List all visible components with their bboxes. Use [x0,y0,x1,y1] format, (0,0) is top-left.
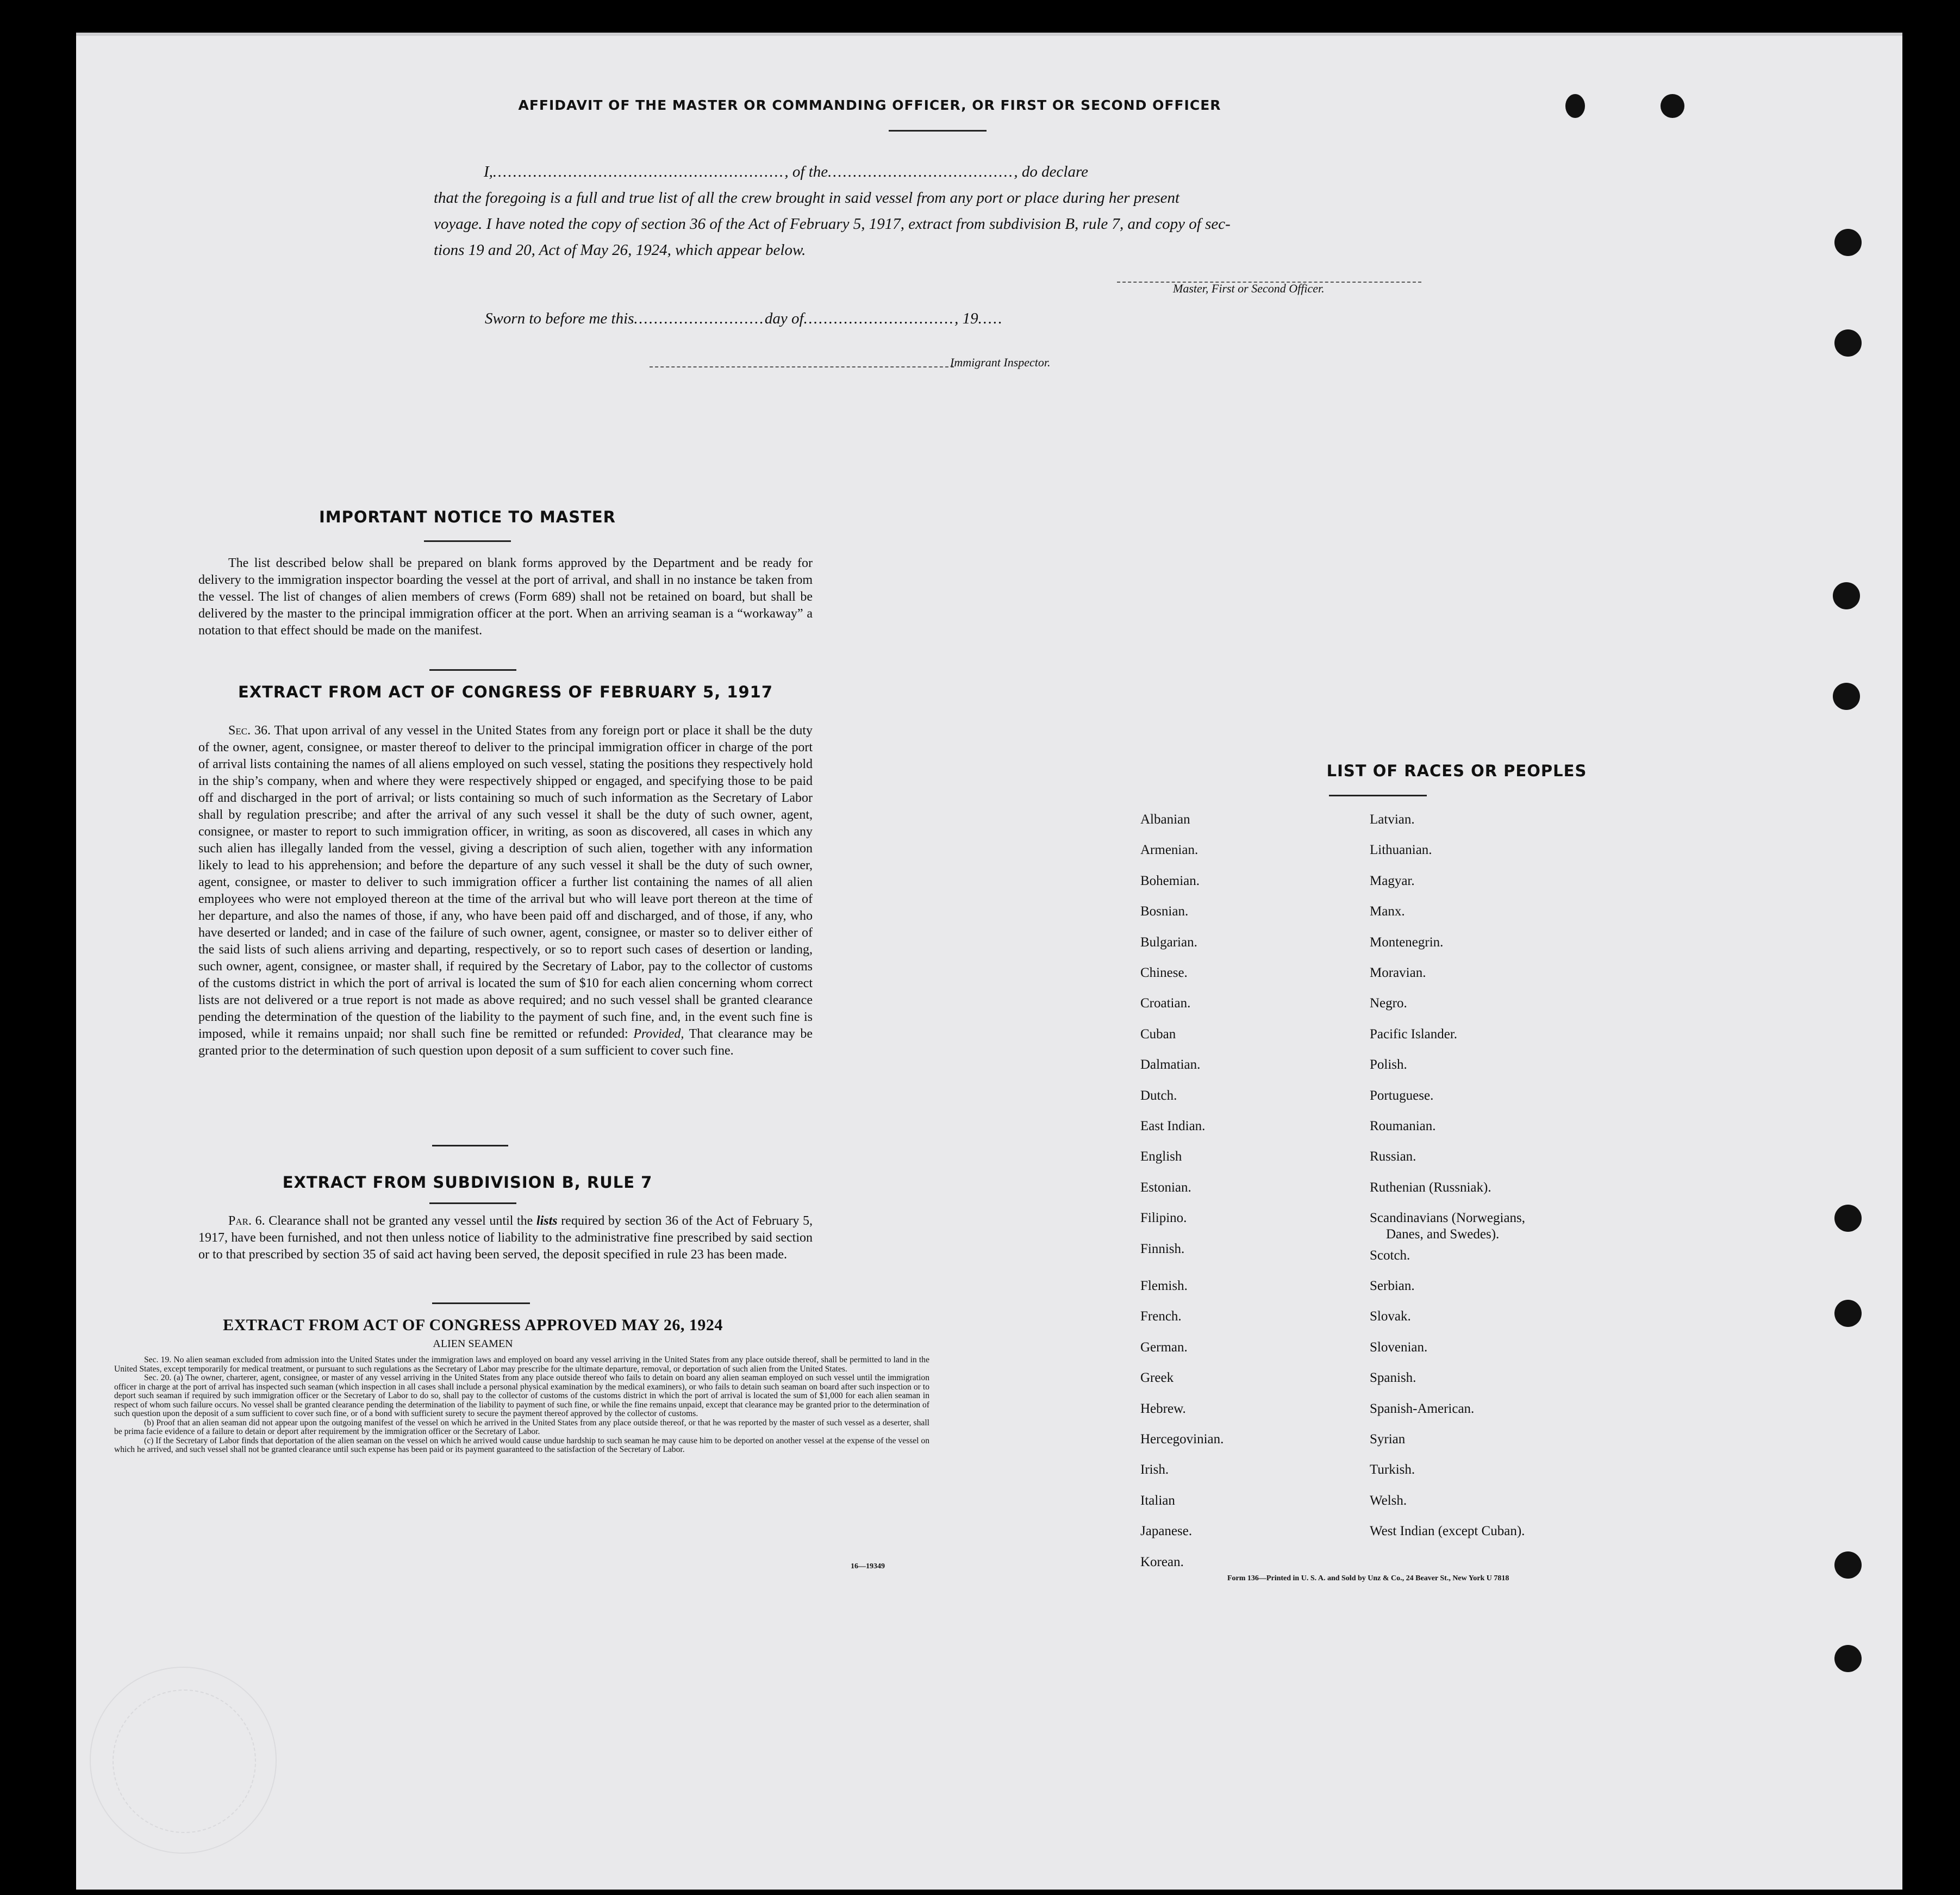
race-item: Dutch. [1140,1088,1177,1103]
sec-20c-paragraph: (c) If the Secretary of Labor finds that deportation of the alien seaman on the vessel on which he arrived would cause undue hardship to such seaman he may cause him to be deported on another vessel at the expense of the vessel on which he arrived, and such vessel shall not be granted clearance until such expense has been paid or its payment guaranteed to the satisfaction of the Secretary of Labor. [114,1436,929,1454]
race-item: Irish. [1140,1462,1169,1478]
race-item: Estonian. [1140,1180,1191,1195]
race-item: Lithuanian. [1370,843,1432,858]
race-item: Italian [1140,1493,1175,1508]
race-item: Spanish. [1370,1370,1416,1386]
race-item: Magyar. [1370,873,1415,888]
race-item: Croatian. [1140,996,1191,1011]
affidavit-line4: tions 19 and 20, Act of May 26, 1924, which appear below. [434,241,806,259]
affidavit-rule [889,130,987,132]
notice-title: IMPORTANT NOTICE TO MASTER [319,508,616,526]
race-item: Slovak. [1370,1309,1411,1324]
race-item: Greek [1140,1370,1174,1386]
punch-hole [1833,582,1860,609]
race-item: Welsh. [1370,1493,1407,1508]
race-item: Korean. [1140,1554,1184,1569]
affidavit-line1: I,.........................................................., of the....................................., do declare [484,163,1089,180]
punch-hole [1834,1551,1862,1579]
race-item: Pacific Islander. [1370,1026,1458,1042]
race-item: Montenegrin. [1370,934,1444,950]
race-item: Armenian. [1140,843,1199,858]
act-1917-body: Sec. 36. That upon arrival of any vessel in the United States from any foreign port or place it shall be the duty of the owner, agent, consignee, or master thereof to deliver to the principal immigration officer in charge of the port of arrival lists containing the names of all aliens employed on such vessel, stating the positions they respectively hold in the ship’s company, when and where they were respectively shipped or engaged, and specifying those to be paid off and discharged in the port of arrival; or lists containing so much of such information as the Secretary of Labor shall by regulation prescribe; and after the arrival of any such vessel it shall be the duty of such owner, agent, consignee, or master to report to such immigration officer, in writing, as soon as discovered, all cases in which any such alien has illegally landed from the vessel, giving a description of such alien, together with any information likely to lead to his apprehension; and before the departure of any such vessel it shall be the duty of such owner, agent, consignee, or master to deliver to such immigration officer a further list containing the names of all alien employees who were not employed thereon at the time of the arrival but who will leave port thereon at the time of her departure, and also the names of those, if any, who have been paid off and discharged, and of those, if any, who have deserted or landed; and in case of the failure of such owner, agent, consignee, or master so to deliver either of the said lists of such aliens arriving and departing, respectively, or so to report such cases of desertion or landing, such owner, agent, consignee, or master shall, if required by the Secretary of Labor, pay to the collector of customs of the customs district in which the port of arrival is located the sum of $10 for each alien concerning whom correct lists are not delivered or a true report is not made as above required; and no such vessel shall be granted clearance pending the determination of the question of the liability to the payment of such fine, and, in the event such fine is imposed, while it remains unpaid; nor shall such fine be remitted or refunded: Provided, That clearance may be granted prior to the determination of such question upon deposit of a sum sufficient to cover such fine. [198,724,813,1058]
race-item: Hercegovinian. [1140,1432,1224,1447]
sec-20a-paragraph: Sec. 20. (a) The owner, charterer, agent, consignee, or master of any vessel arriving in the United States from any place outside thereof who fails to detain on board any alien seaman employed on such vessel until the immigration officer in charge at the port of arrival has inspected such seaman (which inspection in all cases shall include a personal physical examination by the medical examiners), or who fails to detain such seaman on board after such inspection or to deport such seaman if required by such immigration officer or the Secretary of Labor to do so, shall pay to the collector of customs of the customs district in which the port of arrival is located the sum of $1,000 for each alien seaman in respect of whom such failure occurs. No vessel shall be granted clearance pending the determination of the liability to payment of such fine, or while the fine remains unpaid, except that clearance may be granted prior to the determination of such question upon the deposit of a sum sufficient to cover such fine, or of a bond with sufficient surety to secure the payment thereof approved by the collector of customs. [114,1373,929,1418]
punch-hole [1834,1205,1862,1232]
act-1924-title: EXTRACT FROM ACT OF CONGRESS APPROVED MAY 26, 1924 [223,1316,723,1334]
race-item: Roumanian. [1370,1119,1436,1133]
punch-hole [1834,1645,1862,1672]
race-item: Russian. [1370,1149,1416,1164]
punch-hole [1565,94,1585,118]
notice-rule [424,540,511,542]
race-item: Turkish. [1370,1462,1415,1478]
races-rule [1329,795,1427,796]
notice-bottom-rule [429,669,516,671]
race-item: Ruthenian (Russniak). [1370,1180,1491,1195]
rule-7-body: Par. 6. Clearance shall not be granted any vessel until the lists required by section 36 of the Act of February 5, 1917, have been furnished, and not then unless notice of liability to the administrative fine prescribed by said section or to that prescribed by section 35 of said act having been served, the deposit specified in rule 23 has been made. [198,1214,813,1262]
affidavit-line3: voyage. I have noted the copy of section 36 of the Act of February 5, 1917, extract from subdivision B, rule 7, and copy of sec- [434,215,1231,233]
race-item: Scandinavians (Norwegians, [1370,1211,1526,1226]
race-item: Dalmatian. [1140,1057,1201,1073]
printer-footer: Form 136—Printed in U. S. A. and Sold by Unz & Co., 24 Beaver St., New York U 7818 [1227,1574,1509,1582]
race-item: Spanish-American. [1370,1401,1475,1416]
race-item: English [1140,1149,1182,1164]
race-item: Japanese. [1140,1524,1193,1539]
inspector-signature-label: Immigrant Inspector. [950,356,1051,369]
race-item: West Indian (except Cuban). [1370,1524,1525,1539]
race-item: East Indian. [1140,1119,1206,1133]
race-item: Danes, and Swedes). [1386,1227,1500,1242]
race-item: Chinese. [1140,965,1188,980]
race-item: Slovenian. [1370,1339,1428,1355]
race-item: Cuban [1140,1026,1176,1042]
rule-7-rule [429,1202,516,1204]
race-item: Bosnian. [1140,904,1189,919]
embossed-seal [90,1667,277,1854]
race-item: French. [1140,1309,1182,1324]
inspector-signature-line [650,366,954,367]
punch-hole [1661,94,1684,118]
race-item: Albanian [1140,812,1190,827]
race-item: Serbian. [1370,1279,1415,1293]
race-item: Scotch. [1370,1248,1410,1263]
act-1917-bottom-rule [432,1145,508,1146]
race-item: Finnish. [1140,1241,1185,1256]
race-item: Latvian. [1370,812,1415,827]
race-item: Portuguese. [1370,1088,1434,1103]
race-item: Syrian [1370,1432,1406,1447]
race-item: Negro. [1370,996,1407,1011]
race-item: Moravian. [1370,965,1426,980]
punch-hole [1834,229,1862,256]
sec-20b-paragraph: (b) Proof that an alien seaman did not appear upon the outgoing manifest of the vessel on which he arrived in the United States from any place outside thereof, or that he was reported by the master of such vessel as a deserter, shall be prima facie evidence of a failure to detain or deport after requirement by the immigration officer or the Secretary of Labor. [114,1418,929,1436]
notice-body: The list described below shall be prepared on blank forms approved by the Department and be ready for delivery to the immigration inspector boarding the vessel at the port of arrival, and shall in no instance be taken from the vessel. The list of changes of alien members of crews (Form 689) shall not be retained on board, but shall be delivered by the master to the principal immigration officer at the port. When an arriving seaman is a “workaway” a notation to that effect should be made on the manifest. [198,556,813,638]
master-signature-label: Master, First or Second Officer. [1173,282,1325,295]
sec-19-paragraph: Sec. 19. No alien seaman excluded from admission into the United States under the immigration laws and employed on board any vessel arriving in the United States from any place outside thereof, shall be permitted to land in the United States, except temporarily for medical treatment, or pursuant to such regulations as the Secretary of Labor may prescribe for the ultimate departure, removal, or deportation of such alien from the United States. [114,1355,929,1374]
race-item: Hebrew. [1140,1401,1186,1416]
race-item: Polish. [1370,1057,1407,1073]
punch-hole [1834,329,1862,357]
act-1924-text [114,1356,929,1455]
affidavit-title: AFFIDAVIT OF THE MASTER OR COMMANDING OFFICER, OR FIRST OR SECOND OFFICER [518,97,1221,113]
race-item: German. [1140,1339,1188,1355]
form-code: 16—19349 [851,1562,885,1570]
race-item: Filipino. [1140,1211,1187,1226]
punch-hole [1833,683,1860,710]
affidavit-line2: that the foregoing is a full and true list of all the crew brought in said vessel from any port or place during her present [434,189,1180,207]
document-page [76,33,1902,1890]
race-item: Bulgarian. [1140,934,1197,950]
race-item: Flemish. [1140,1279,1188,1293]
rule-7-bottom-rule [432,1302,530,1304]
rule-7-title: EXTRACT FROM SUBDIVISION B, RULE 7 [282,1173,653,1192]
sworn-line: Sworn to before me this..........................day of.............................., 19..... [485,310,1003,327]
punch-hole [1834,1300,1862,1327]
race-item: Manx. [1370,904,1405,919]
act-1924-subtitle: ALIEN SEAMEN [433,1338,513,1350]
races-title: LIST OF RACES OR PEOPLES [1326,762,1587,780]
race-item: Bohemian. [1140,873,1200,888]
act-1917-title: EXTRACT FROM ACT OF CONGRESS OF FEBRUARY 5, 1917 [238,683,773,701]
